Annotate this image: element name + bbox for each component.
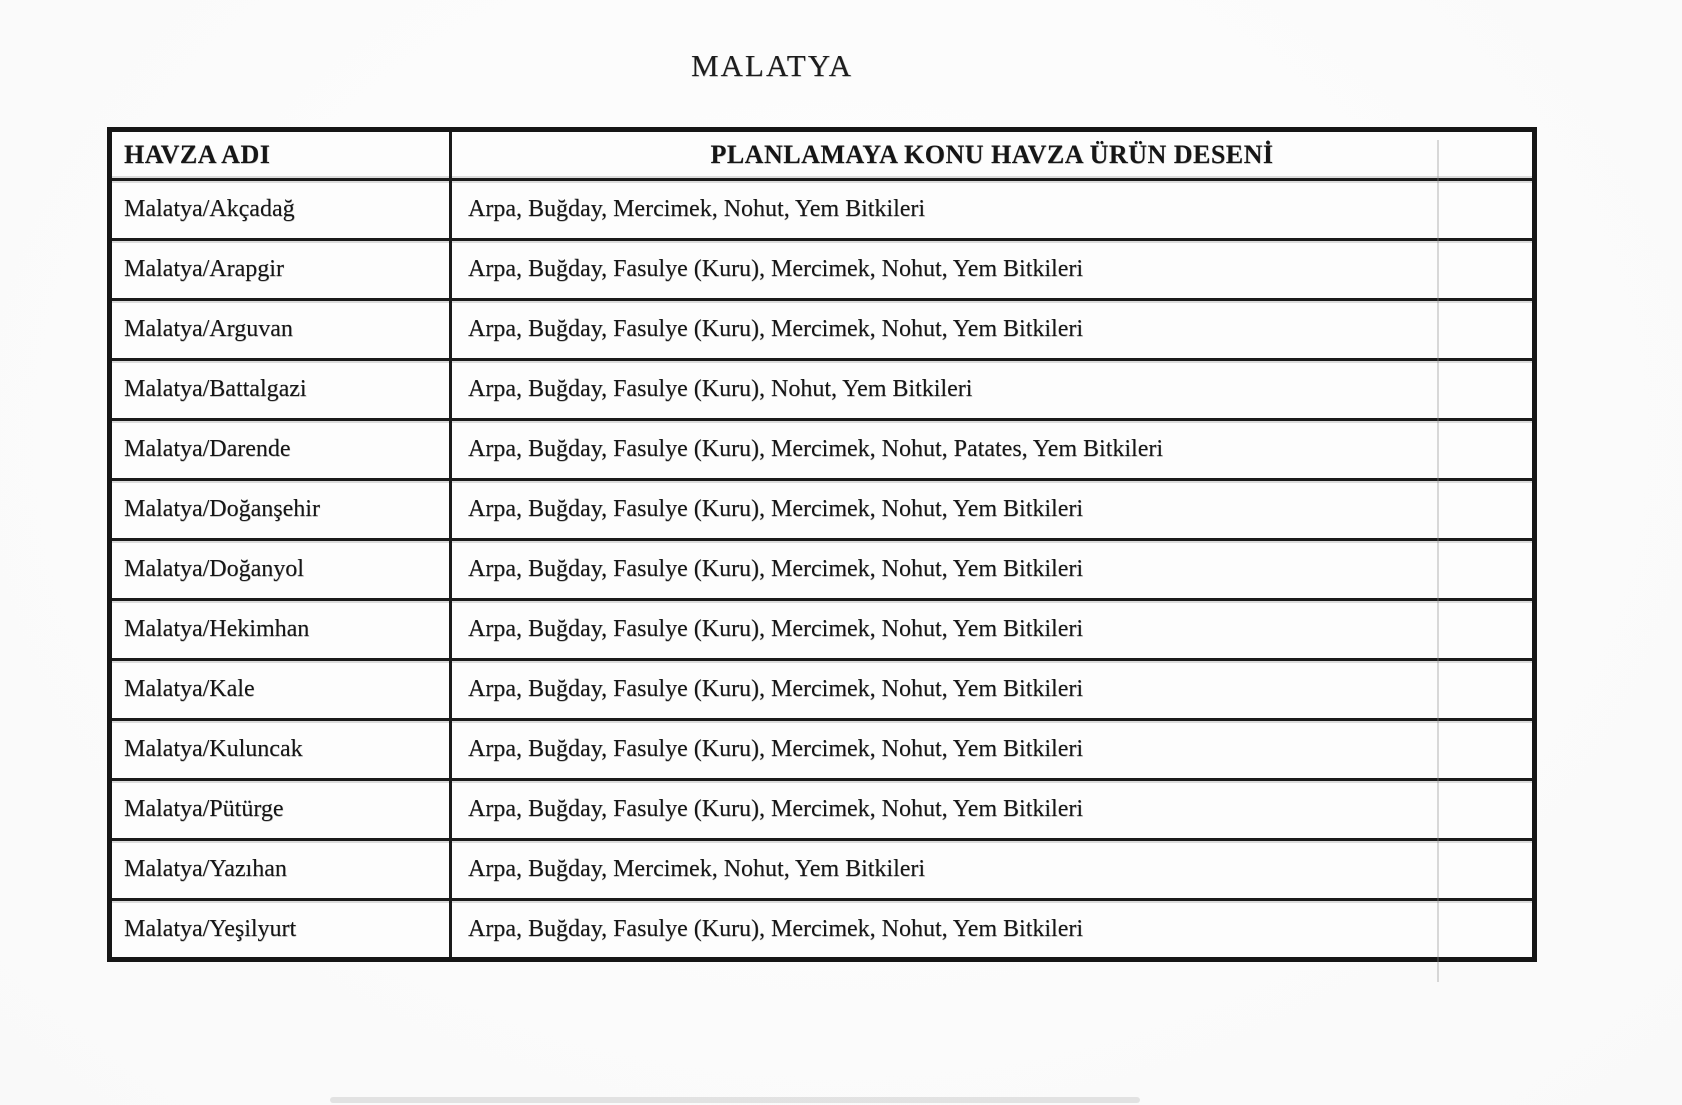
havza-name-cell: Malatya/Battalgazi — [110, 360, 451, 420]
havza-name-cell: Malatya/Doğanşehir — [110, 480, 451, 540]
urun-deseni-cell: Arpa, Buğday, Mercimek, Nohut, Yem Bitkileri — [451, 840, 1535, 900]
urun-deseni-cell: Arpa, Buğday, Fasulye (Kuru), Mercimek, Nohut, Yem Bitkileri — [451, 240, 1535, 300]
havza-name-cell: Malatya/Kuluncak — [110, 720, 451, 780]
table-row — [110, 420, 1535, 480]
urun-deseni-cell: Arpa, Buğday, Fasulye (Kuru), Mercimek, Nohut, Yem Bitkileri — [451, 540, 1535, 600]
table-row — [110, 480, 1535, 540]
urun-deseni-cell: Arpa, Buğday, Fasulye (Kuru), Nohut, Yem Bitkileri — [451, 360, 1535, 420]
havza-name-cell: Malatya/Doğanyol — [110, 540, 451, 600]
scan-artifact-smudge — [330, 1097, 1140, 1103]
havza-name-cell: Malatya/Yeşilyurt — [110, 900, 451, 960]
urun-deseni-cell: Arpa, Buğday, Fasulye (Kuru), Mercimek, Nohut, Yem Bitkileri — [451, 300, 1535, 360]
table-row — [110, 660, 1535, 720]
urun-deseni-cell: Arpa, Buğday, Fasulye (Kuru), Mercimek, Nohut, Yem Bitkileri — [451, 900, 1535, 960]
table-row — [110, 240, 1535, 300]
havza-name-cell: Malatya/Hekimhan — [110, 600, 451, 660]
table-row — [110, 780, 1535, 840]
scan-artifact-line — [1437, 140, 1439, 982]
urun-deseni-cell: Arpa, Buğday, Fasulye (Kuru), Mercimek, Nohut, Yem Bitkileri — [451, 660, 1535, 720]
havza-name-cell: Malatya/Akçadağ — [110, 180, 451, 240]
havza-name-cell: Malatya/Kale — [110, 660, 451, 720]
urun-deseni-cell: Arpa, Buğday, Mercimek, Nohut, Yem Bitkileri — [451, 180, 1535, 240]
table-row — [110, 900, 1535, 960]
column-header-havza-adi: HAVZA ADI — [110, 130, 451, 180]
urun-deseni-cell: Arpa, Buğday, Fasulye (Kuru), Mercimek, Nohut, Yem Bitkileri — [451, 720, 1535, 780]
urun-deseni-cell: Arpa, Buğday, Fasulye (Kuru), Mercimek, Nohut, Yem Bitkileri — [451, 600, 1535, 660]
table-row — [110, 180, 1535, 240]
column-header-urun-deseni: PLANLAMAYA KONU HAVZA ÜRÜN DESENİ — [451, 130, 1535, 180]
urun-deseni-cell: Arpa, Buğday, Fasulye (Kuru), Mercimek, Nohut, Patates, Yem Bitkileri — [451, 420, 1535, 480]
page-title: MALATYA — [690, 48, 854, 83]
table-row — [110, 840, 1535, 900]
havza-name-cell: Malatya/Arguvan — [110, 300, 451, 360]
table-row — [110, 720, 1535, 780]
table-row — [110, 300, 1535, 360]
havza-name-cell: Malatya/Darende — [110, 420, 451, 480]
havza-name-cell: Malatya/Pütürge — [110, 780, 451, 840]
havza-name-cell: Malatya/Arapgir — [110, 240, 451, 300]
table-row — [110, 600, 1535, 660]
urun-deseni-cell: Arpa, Buğday, Fasulye (Kuru), Mercimek, Nohut, Yem Bitkileri — [451, 780, 1535, 840]
urun-deseni-cell: Arpa, Buğday, Fasulye (Kuru), Mercimek, Nohut, Yem Bitkileri — [451, 480, 1535, 540]
table-row — [110, 540, 1535, 600]
havza-table — [107, 127, 1537, 962]
table-header-row — [110, 130, 1535, 180]
table-row — [110, 360, 1535, 420]
havza-name-cell: Malatya/Yazıhan — [110, 840, 451, 900]
